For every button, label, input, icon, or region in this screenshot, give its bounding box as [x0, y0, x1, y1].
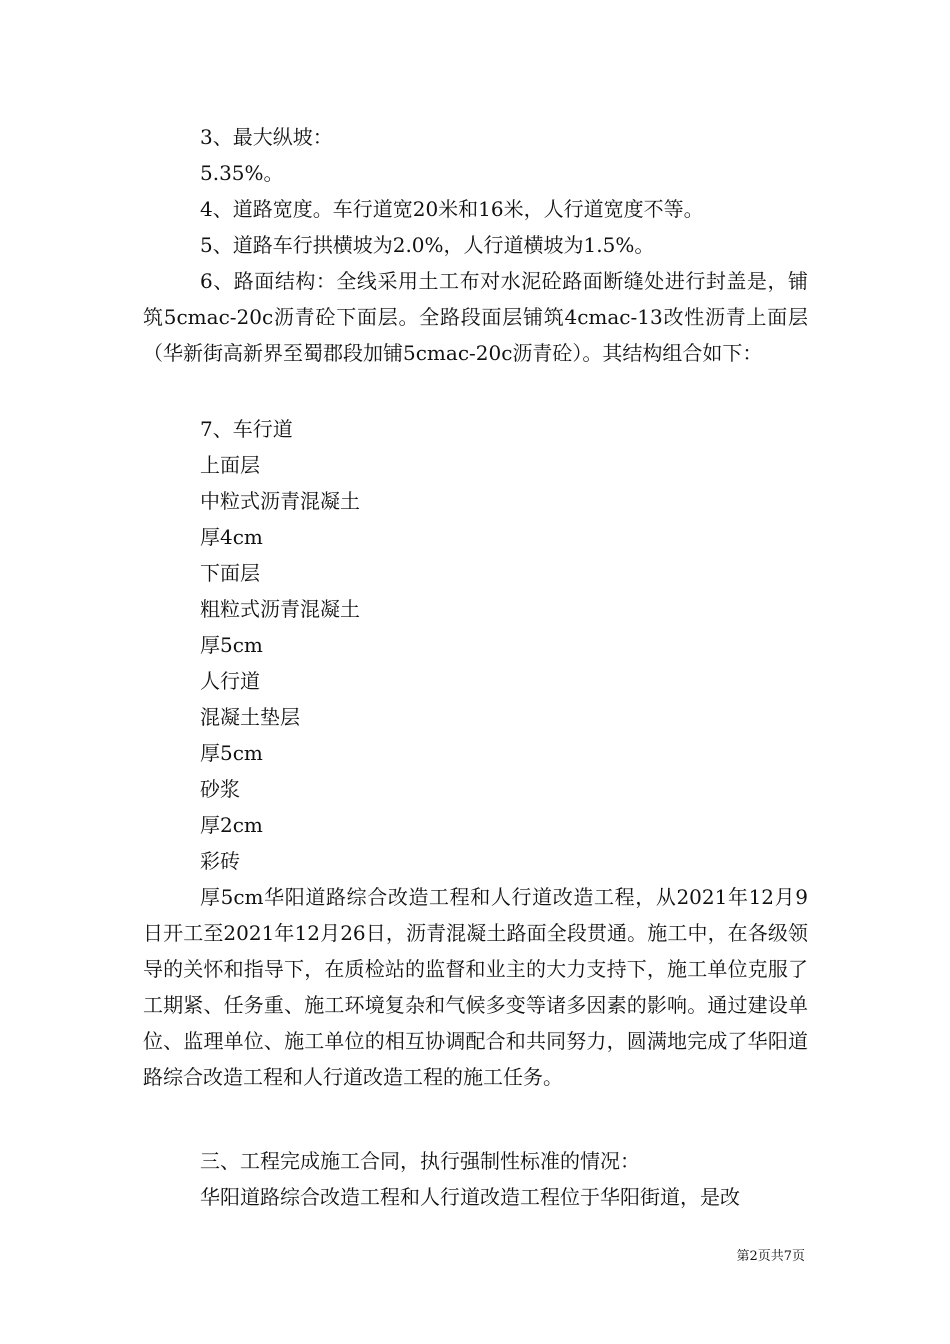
structure-item: 彩砖 [200, 849, 240, 873]
cross-slope-line: 5、道路车行拱横坡为2.0%，人行道横坡为1.5%。 [200, 233, 655, 257]
structure-item: 厚2cm [200, 813, 263, 837]
structure-item: 厚5cm [200, 741, 263, 765]
structure-item-sidewalk: 人行道 [200, 669, 260, 693]
structure-item: 下面层 [200, 561, 260, 585]
project-location-paragraph: 华阳道路综合改造工程和人行道改造工程位于华阳街道，是改 [200, 1185, 740, 1209]
structure-item: 厚5cm [200, 633, 263, 657]
road-width-line: 4、道路宽度。车行道宽20米和16米，人行道宽度不等。 [200, 197, 704, 221]
max-slope-heading: 3、最大纵坡： [200, 125, 333, 149]
structure-item: 上面层 [200, 453, 260, 477]
structure-item: 混凝土垫层 [200, 705, 300, 729]
max-slope-value: 5.35%。 [200, 161, 284, 185]
structure-item-carriageway: 7、车行道 [200, 417, 293, 441]
section-heading: 三、工程完成施工合同，执行强制性标准的情况： [200, 1149, 640, 1173]
construction-progress-paragraph: 厚5cm华阳道路综合改造工程和人行道改造工程，从2021年12月9日开工至2021年12月26日，沥青混凝土路面全段贯通。施工中，在各级领导的关怀和指导下，在质检站的监督和业主的大力支持下，施工单位克服了工期紧、任务重、施工环境复杂和气候多变等诸多因素的影响。通过建设单位、监理单位、施工单位的相互协调配合和共同努力，圆满地完成了华阳道路综合改造工程和人行道改造工程的施工任务。 [143, 885, 808, 1089]
pavement-structure-paragraph: 6、路面结构：全线采用土工布对水泥砼路面断缝处进行封盖是，铺筑5cmac-20c沥青砼下面层。全路段面层铺筑4cmac-13改性沥青上面层（华新街高新界至蜀郡段加铺5cmac-20c沥青砼）。其结构组合如下： [143, 269, 808, 365]
structure-item: 砂浆 [200, 777, 240, 801]
structure-item: 粗粒式沥青混凝土 [200, 597, 360, 621]
structure-item: 厚4cm [200, 525, 263, 549]
structure-item: 中粒式沥青混凝土 [200, 489, 360, 513]
page-number-footer: 第2页共7页 [736, 1249, 805, 1264]
